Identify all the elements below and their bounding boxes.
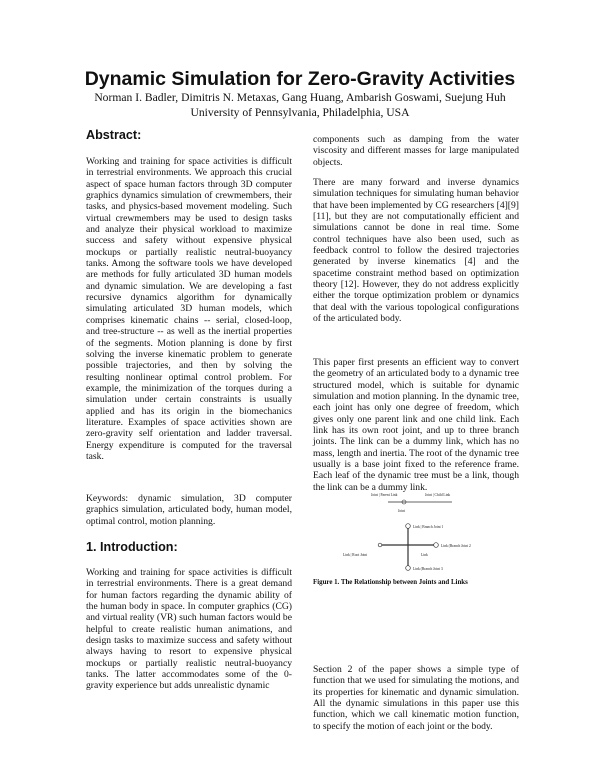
child-link-label: Joint | Child Link [425,493,451,497]
branch-joint-1-marker [406,524,411,529]
author-list: Norman I. Badler, Dimitris N. Metaxas, Gang Huang, Ambarish Goswami, Suejung Huh [94,91,506,104]
joint-label: Joint [398,509,405,513]
introduction-paragraph-4: Section 2 of the paper shows a simple type of function that we used for simulating the motions, and its properties for kinematic and dynamic simulation. All the dynamic simulations in this paper use this function, which we call kinematic motion function, to specify the motion of each joint or the body. [313,664,519,732]
branch-joint-1-label: Link | Branch Joint 1 [413,525,444,529]
link-label: Link [421,553,428,557]
introduction-paragraph-3: This paper first presents an efficient way to convert the geometry of an articulated body to a dynamic tree structured model, which is suitable for dynamic simulation and motion planning. In the dynamic tree, each joint has only one degree of freedom, which gives only one parent link and one child link. Each link has its own root joint, and up to three branch joints. The link can be a dummy link, which has no mass, length and inertia. The root of the dynamic tree usually is a base joint fixed to the reference frame. Each leaf of the dynamic tree must be a link, though the link can be a dummy link. [313,357,519,493]
introduction-paragraph-2: There are many forward and inverse dynamics simulation techniques for simulating human behavior that have been implemented by CG researchers [4][9][11], but they are not computationally efficient and simulations cannot be done in real time. Some control techniques have also been used, such as feedback control to follow the desired trajectories generated by inverse kinematics [4] and the spacetime constraint method based on optimization theory [12]. However, they do not address explicitly either the torque optimization problem or dynamics that deal with the various topological configurations of the articulated body. [313,177,519,325]
figure-1-caption: Figure 1. The Relationship between Joints and Links [313,579,468,586]
abstract-heading: Abstract: [86,128,142,142]
branch-joint-2-marker [434,543,439,548]
root-joint-marker [378,543,382,547]
branch-joint-2-label: Link (Branch Joint 2 [441,544,471,548]
branch-joint-3-label: Link (Branch Joint 3 [413,567,443,571]
keywords: Keywords: dynamic simulation, 3D computer graphics simulation, articulated body, human model, optimal control, motion planning. [86,493,292,527]
parent-link-label: Joint | Parent Link [371,493,398,497]
introduction-paragraph-1: Working and training for space activities is difficult in terrestrial environments. There is a great demand for human factors regarding the dynamic ability of the human body in space. In computer graphics (CG) and virtual reality (VR) such human factors would be helpful to create realistic human animations, and design tasks to maximize success and safety without always having to resort to expensive physical mockups or partially realistic neutral-buoyancy tanks. The latter accommodates some of the 0-gravity experience but adds unrealistic dynamic [86,567,292,692]
affiliation: University of Pennsylvania, Philadelphia, USA [190,106,410,119]
introduction-heading: 1. Introduction: [86,540,178,554]
branch-joint-3-marker [406,566,411,571]
introduction-paragraph-1-continued: components such as damping from the water viscosity and different masses for large manipulated objects. [313,134,519,168]
root-joint-label: Link | Root Joint [343,553,368,557]
abstract-body: Working and training for space activities is difficult in terrestrial environments. We approach this crucial aspect of space human factors through 3D computer graphics dynamics simulation of crewmembers, their tasks, and physics-based movement modeling. Such virtual crewmembers may be used to design tasks and analyze their physical workload to maximize success and safety without expensive physical mockups or partially realistic neutral-buoyancy tanks. Among the software tools we have developed are methods for fully articulated 3D human models and dynamic simulation. We are developing a fast recursive dynamics algorithm for dynamically simulating articulated 3D human models, which comprises kinematic chains -- serial, closed-loop, and tree-structure -- as well as the inertial properties of the segments. Motion planning is done by first solving the inverse kinematic problem to generate possible trajectories, and then by solving the resulting nonlinear optimal control problem. For example, the minimization of the torques during a simulation under certain constraints is usually applied and has its origin in the biomechanics literature. Examples of space activities shown are zero-gravity self orientation and ladder traversal. Energy expenditure is computed for the traversal task. [86,156,292,462]
paper-title: Dynamic Simulation for Zero-Gravity Activities [84,68,516,90]
